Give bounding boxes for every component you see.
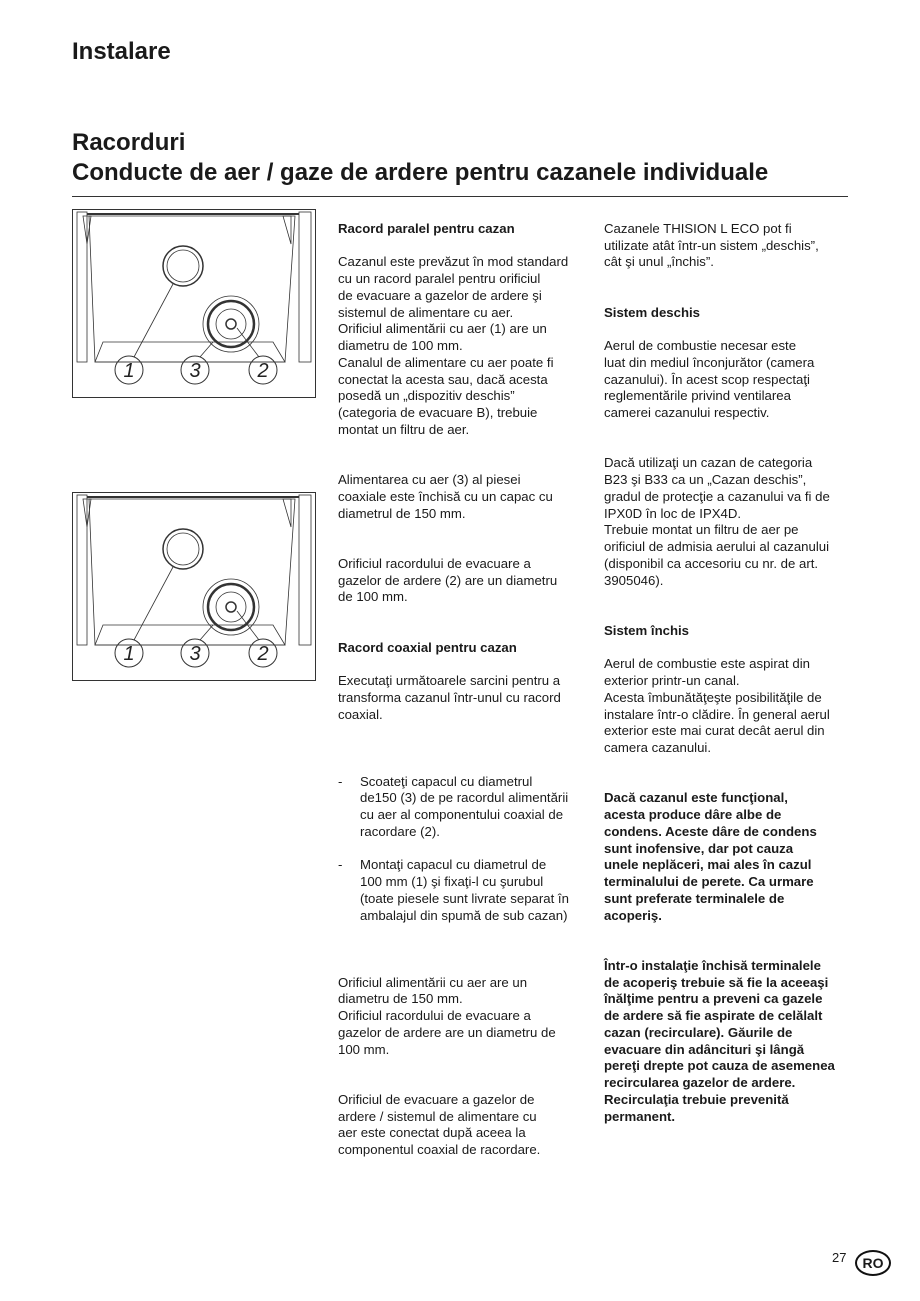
title-line-2: Conducte de aer / gaze de ardere pentru cazanele individuale (72, 159, 769, 186)
callout-label: 1 (123, 360, 135, 382)
instruction-list (338, 757, 598, 958)
boiler-top-view-drawing (73, 210, 315, 397)
callout-label: 3 (189, 643, 201, 665)
list-dash: - (338, 857, 343, 873)
figure-coaxial-connection (72, 492, 316, 681)
hinge-right (283, 499, 291, 527)
figure-parallel-connection (72, 209, 316, 398)
paragraph: Dacă utilizaţi un cazan de categoria B23 şi B33 ca un „Cazan deschis”, gradul de protecţie a cazanului va fi de IPX0D în loc de IPX4D. Trebuie montat un filtru de aer pe orificiul de admisia aerului al cazanului (disponibil ca accesoriu cu nr. de art. 3905046). (604, 455, 830, 588)
list-item-text: Scoateţi capacul cu diametrul de150 (3) de pe racordul alimentării cu aer al componentului coaxial de racordare (2). (360, 773, 569, 839)
column-right (604, 204, 854, 1159)
air-inlet-port-1 (163, 246, 203, 286)
warning-paragraph: Dacă cazanul este funcţional, acesta produce dâre albe de condens. Aceste dâre de condens sunt inofensive, dar pot cauza unele neplăceri, mai ales în cazul terminalului de perete. Ca urmare sunt preferate terminalele de acoperiş. (604, 790, 817, 923)
list-item-text: Montaţi capacul cu diametrul de 100 mm (1) şi fixaţi-l cu şurubul (toate piesele sunt livrate separat în ambalajul din spumă de sub cazan) (360, 857, 569, 923)
paragraph: Alimentarea cu aer (3) al piesei coaxiale este închisă cu un capac cu diametrul de 150 mm. (338, 472, 553, 521)
heading-open-system: Sistem deschis (604, 304, 701, 320)
hinge-right (283, 216, 291, 244)
leader-line-2 (237, 328, 259, 357)
title-divider (72, 196, 848, 197)
flue-center (226, 319, 236, 329)
callout-label: 2 (257, 360, 269, 382)
list-dash: - (338, 773, 343, 789)
paragraph: Aerul de combustie este aspirat din exterior printr-un canal. Acesta îmbunătăţeşte posibilităţile de instalare într-o clădire. În general aerul exterior este mai curat decât aerul din camera cazanului. (604, 656, 830, 755)
callout-label: 3 (189, 360, 201, 382)
air-inlet-port-1-inner (167, 533, 199, 565)
coaxial-ring (208, 301, 254, 347)
page-title (72, 128, 768, 188)
air-inlet-port-1-inner (167, 250, 199, 282)
warning-paragraph: Într-o instalaţie închisă terminalele de acoperiş trebuie să fie la aceeaşi înălţime pentru a preveni ca gazele de ardere să fie aspirate de celălalt cazan (recirculare). Găurile de evacuare din adâncituri şi lângă pereţi drepte pot cauza de asemenea recircularea gazelor de ardere. Recirculaţia trebuie prevenită permanent. (604, 957, 835, 1124)
boiler-front-bevel (95, 342, 285, 362)
language-badge: RO (855, 1250, 891, 1276)
paragraph: Orificiul de evacuare a gazelor de ardere / sistemul de alimentare cu aer este conectat după aceea la componentul coaxial de racordare. (338, 1091, 541, 1157)
paragraph: Cazanele THISION L ECO pot fi utilizate atât într-un sistem „deschis”, cât şi unul „închis”. (604, 220, 819, 270)
boiler-casing (89, 499, 295, 645)
column-middle (338, 204, 598, 1192)
heading-parallel-connection: Racord paralel pentru cazan (338, 220, 515, 236)
boiler-front-bevel (95, 625, 285, 645)
list-item (338, 857, 598, 924)
flue-center (226, 602, 236, 612)
paragraph: Executaţi următoarele sarcini pentru a transforma cazanul într-unul cu racord coaxial. (338, 673, 561, 722)
heading-closed-system: Sistem închis (604, 622, 690, 638)
adjacent-panel (299, 495, 311, 645)
paragraph: Orificiul alimentării cu aer are un diametru de 150 mm. Orificiul racordului de evacuare a gazelor de ardere are un diametru de 100 mm. (338, 974, 556, 1057)
leader-line-3 (200, 625, 213, 640)
air-inlet-port-1 (163, 529, 203, 569)
paragraph: Aerul de combustie necesar este luat din mediul înconjurător (camera cazanului). În acest scop respectaţi reglementările privind ventilarea camerei cazanului respectiv. (604, 338, 815, 420)
leader-line-1 (134, 567, 173, 640)
adjacent-panel (299, 212, 311, 362)
heading-coaxial-connection: Racord coaxial pentru cazan (338, 639, 517, 655)
section-heading: Instalare (72, 38, 171, 65)
boiler-casing (89, 216, 295, 362)
paragraph: Orificiul racordului de evacuare a gazelor de ardere (2) are un diametru de 100 mm. (338, 555, 558, 605)
title-line-1: Racorduri (72, 129, 186, 156)
paragraph: Cazanul este prevăzut în mod standard cu un racord paralel pentru orificiul de evacuare a gazelor de ardere şi sistemul de alimentare cu aer. Orificiul alimentării cu aer (1) are un diametru de 100 mm. Canalul de alimentare cu aer poate fi conectat la acesta sau, dacă acesta posedă un „dispozitiv deschis” (categoria de evacuare B), trebuie montat un filtru de aer. (338, 254, 569, 437)
list-item (338, 774, 598, 841)
callout-label: 2 (257, 643, 269, 665)
boiler-top-view-drawing (73, 493, 315, 680)
leader-line-3 (200, 342, 213, 357)
leader-line-2 (237, 611, 259, 640)
leader-line-1 (134, 284, 173, 357)
coaxial-ring (208, 584, 254, 630)
page-number: 27 (832, 1250, 847, 1265)
callout-label: 1 (123, 643, 135, 665)
